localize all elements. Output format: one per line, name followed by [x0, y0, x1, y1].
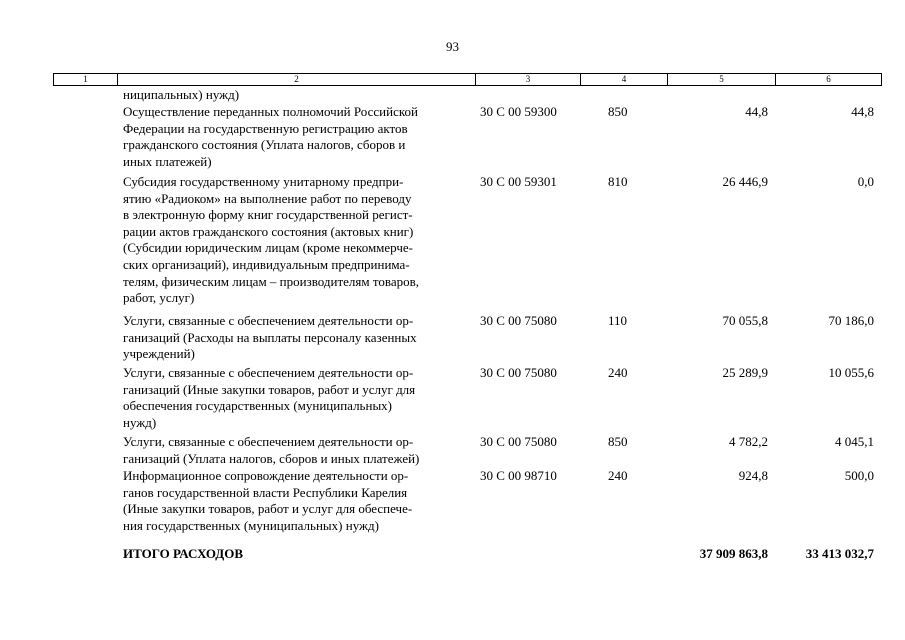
row-description: Услуги, связанные с обеспечением деятельности ор- ганизаций (Уплата налогов, сборов и иных платежей) — [123, 434, 420, 466]
row-expense-type: 240 — [608, 468, 628, 483]
row-code: 30 С 00 59301 — [480, 174, 557, 189]
row-amount-1: 924,8 — [738, 468, 768, 483]
row-description: Информационное сопровождение деятельности ор- ганов государственной власти Республики Карелия (Иные закупки товаров, работ и услуг для обеспече- ния государственных (муниципальных) нужд) — [123, 468, 413, 533]
column-header-3: 3 — [476, 74, 581, 86]
column-header-5: 5 — [668, 74, 776, 86]
row-amount-2: 70 186,0 — [828, 313, 874, 328]
row-code: 30 С 00 59300 — [480, 104, 557, 119]
row-expense-type: 110 — [608, 313, 628, 328]
row-amount-1: 4 782,2 — [729, 434, 768, 449]
row-description: Услуги, связанные с обеспечением деятельности ор- ганизаций (Расходы на выплаты персоналу казенных учреждений) — [123, 313, 417, 362]
row-amount-2: 44,8 — [851, 104, 874, 119]
row-expense-type: 850 — [608, 104, 628, 119]
row-description: Субсидия государственному унитарному предпри- ятию «Радиоком» на выполнение работ по переводу в электронную форму книг государственной регист- рации актов гражданского состояния (актовых книг) (Субсидии юридическим лицам (кроме некоммерче- ских организаций), индивидуальным предпринима- телям, физическим лицам – производителям товаров, работ, услуг) — [123, 174, 419, 306]
total-amount-2: 33 413 032,7 — [805, 546, 874, 561]
row-amount-2: 500,0 — [844, 468, 874, 483]
row-amount-1: 25 289,9 — [722, 365, 768, 380]
column-header-4: 4 — [581, 74, 668, 86]
column-header-2: 2 — [118, 74, 476, 86]
column-header-row — [54, 74, 882, 86]
row-amount-2: 4 045,1 — [835, 434, 874, 449]
column-header-table — [53, 73, 882, 86]
column-header-1: 1 — [54, 74, 118, 86]
total-amount-1: 37 909 863,8 — [699, 546, 768, 561]
row-description: Осуществление переданных полномочий Российской Федерации на государственную регистрацию актов гражданского состояния (Уплата налогов, сборов и иных платежей) — [123, 104, 418, 169]
row-code: 30 С 00 98710 — [480, 468, 557, 483]
row-amount-2: 10 055,6 — [828, 365, 874, 380]
total-label: ИТОГО РАСХОДОВ — [123, 546, 244, 561]
row-expense-type: 850 — [608, 434, 628, 449]
row-amount-1: 44,8 — [745, 104, 768, 119]
row-amount-1: 70 055,8 — [722, 313, 768, 328]
column-header-6: 6 — [776, 74, 882, 86]
row-code: 30 С 00 75080 — [480, 365, 557, 380]
row-amount-2: 0,0 — [857, 174, 874, 189]
row-code: 30 С 00 75080 — [480, 313, 557, 328]
row-code: 30 С 00 75080 — [480, 434, 557, 449]
page-number: 93 — [446, 39, 459, 54]
row-amount-1: 26 446,9 — [722, 174, 768, 189]
continuation-text: ниципальных) нужд) — [123, 87, 240, 102]
row-expense-type: 240 — [608, 365, 628, 380]
row-expense-type: 810 — [608, 174, 628, 189]
row-description: Услуги, связанные с обеспечением деятельности ор- ганизаций (Иные закупки товаров, работ и услуг для обеспечения государственных (муниципальных) нужд) — [123, 365, 416, 430]
